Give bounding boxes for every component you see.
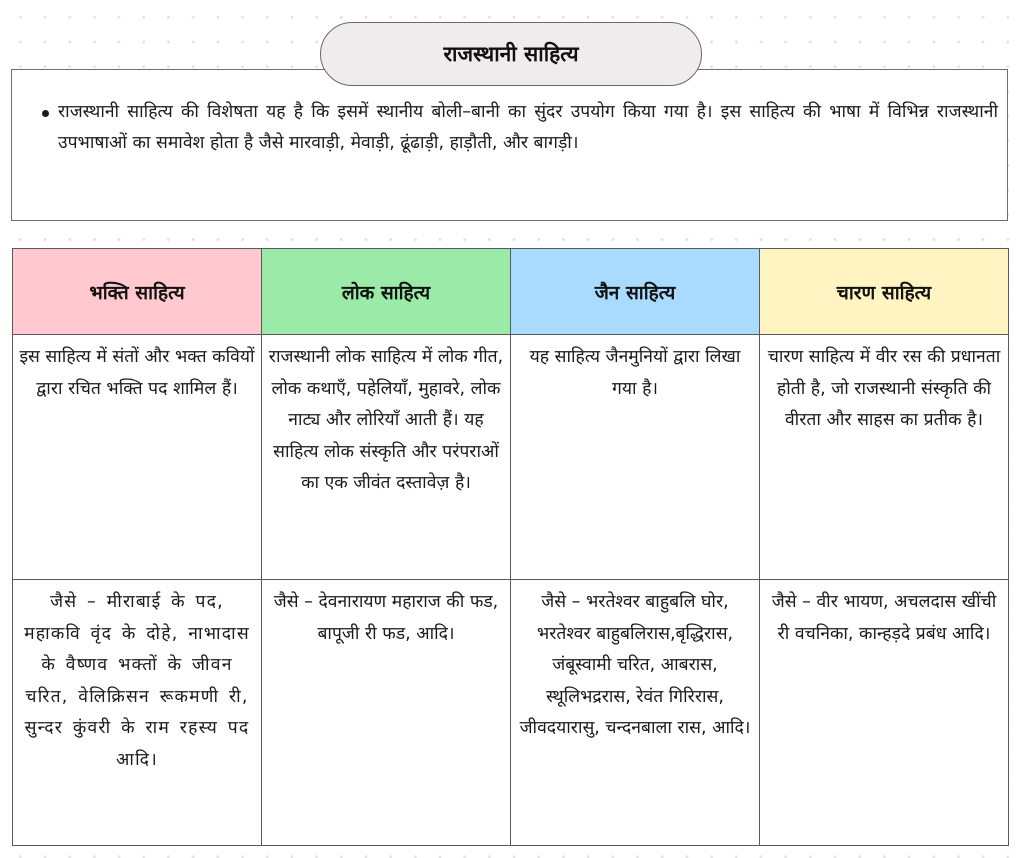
page-title: राजस्थानी साहित्य <box>320 22 702 86</box>
examples-lok: जैसे – देवनारायण महाराज की फड, बापूजी री फड, आदि। <box>262 580 511 846</box>
intro-box <box>11 69 1008 221</box>
examples-jain: जैसे – भरतेश्वर बाहुबलि घोर, भरतेश्वर बाहुबलिरास,बृद्धिरास, जंबूस्वामी चरित, आबरास, स्थूलिभद्ररास, रेवंत गिरिरास, जीवदयारासु, चन्दनबाला रास, आदि। <box>511 580 760 846</box>
desc-lok: राजस्थानी लोक साहित्य में लोक गीत, लोक कथाएँ, पहेलियाँ, मुहावरे, लोक नाट्य और लोरियाँ आती हैं। यह साहित्य लोक संस्कृति और परंपराओं का एक जीवंत दस्तावेज़ है। <box>262 335 511 580</box>
header-charan: चारण साहित्य <box>760 249 1009 335</box>
table-header-row <box>13 249 1009 335</box>
desc-bhakti: इस साहित्य में संतों और भक्त कवियों द्वारा रचित भक्ति पद शामिल हैं। <box>13 335 262 580</box>
table-row-examples <box>13 580 1009 846</box>
desc-charan: चारण साहित्य में वीर रस की प्रधानता होती है, जो राजस्थानी संस्कृति की वीरता और साहस का प्रतीक है। <box>760 335 1009 580</box>
header-bhakti: भक्ति साहित्य <box>13 249 262 335</box>
table-row-description <box>13 335 1009 580</box>
desc-jain: यह साहित्य जैनमुनियों द्वारा लिखा गया है। <box>511 335 760 580</box>
examples-bhakti: जैसे – मीराबाई के पद, महाकवि वृंद के दोहे, नाभादास के वैष्णव भक्तों के जीवन चरित, वेलिक्रिसन रूकमणी री, सुन्दर कुंवरी के राम रहस्य पद आदि। <box>13 580 262 846</box>
header-jain: जैन साहित्य <box>511 249 760 335</box>
examples-charan: जैसे – वीर भायण, अचलदास खींची री वचनिका, कान्हड़दे प्रबंध आदि। <box>760 580 1009 846</box>
header-lok: लोक साहित्य <box>262 249 511 335</box>
literature-table <box>12 248 1009 846</box>
intro-bullet-item <box>36 97 998 159</box>
intro-text: राजस्थानी साहित्य की विशेषता यह है कि इसमें स्थानीय बोली–बानी का सुंदर उपयोग किया गया है। इस साहित्य की भाषा में विभिन्न राजस्थानी उपभाषाओं का समावेश होता है जैसे मारवाड़ी, मेवाड़ी, ढूंढाड़ी, हाड़ौती, और बागड़ी। <box>58 102 998 153</box>
bullet-icon <box>42 110 49 117</box>
